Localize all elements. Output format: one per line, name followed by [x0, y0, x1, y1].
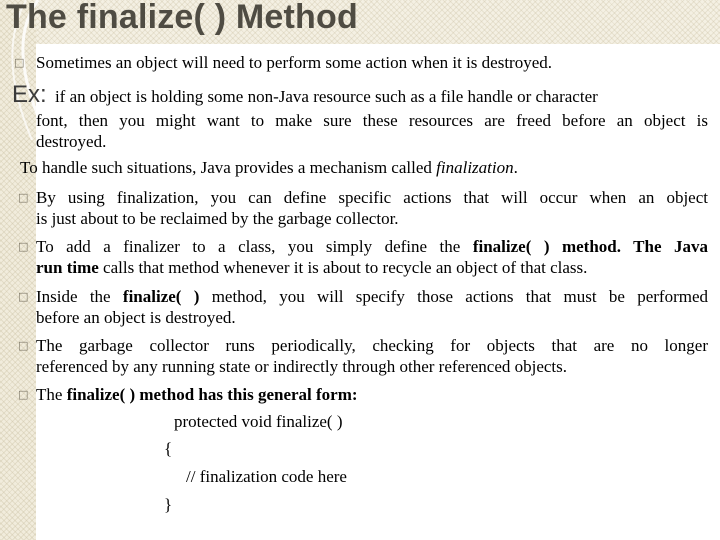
bullet-icon: □ — [18, 240, 29, 253]
bullet-2-bold: finalize( ) method. The Java — [472, 237, 708, 256]
bullet-5-prefix: The — [36, 385, 67, 404]
example-label: Ex: — [12, 81, 47, 108]
bullet-2-line-1 — [36, 236, 708, 257]
bullet-icon: □ — [18, 191, 29, 204]
bullet-3-rest: method, you will specify those actions that must be performed — [199, 287, 709, 306]
example-text-1: if an object is holding some non-Java resource such as a file handle or character — [54, 87, 598, 106]
bullet-2-rest: calls that method whenever it is about to recycle an object of that class. — [98, 258, 588, 277]
bullet-icon: □ — [14, 56, 25, 69]
code-line-signature: protected void finalize( ) — [174, 412, 343, 431]
bullet-icon: □ — [18, 290, 29, 303]
bullet-3-line-1 — [36, 286, 708, 307]
intro-text: Sometimes an object will need to perform some action when it is destroyed. — [36, 53, 553, 72]
bullet-1-line-2: is just about to be reclaimed by the garbage collector. — [36, 209, 399, 228]
bullet-4-line-2: referenced by any running state or indirectly through other referenced objects. — [36, 357, 568, 376]
finalization-term: finalization — [436, 158, 514, 177]
bullet-5-bold: finalize( ) method has this general form: — [66, 385, 358, 404]
code-line-comment: // finalization code here — [186, 467, 347, 486]
example-text-2: font, then you might want to make sure these resources are freed before an object is — [36, 111, 708, 130]
bullet-icon: □ — [18, 388, 29, 401]
example-text-3: destroyed. — [36, 132, 107, 151]
bullet-3-bold: finalize( ) — [122, 287, 200, 306]
bullet-icon: □ — [18, 339, 29, 352]
handle-suffix: . — [513, 158, 518, 177]
bullet-2-line-2 — [36, 257, 587, 278]
code-line-open-brace: { — [164, 439, 173, 458]
code-line-close-brace: } — [164, 495, 173, 514]
bullet-2-prefix: To add a finalizer to a class, you simply define the — [36, 237, 473, 256]
bullet-2-runtime: run time — [36, 258, 99, 277]
handle-prefix: To handle such situations, Java provides a mechanism called — [20, 158, 437, 177]
bullet-5-line — [36, 384, 358, 405]
bullet-3-prefix: Inside the — [36, 287, 123, 306]
bullet-4-line-1: The garbage collector runs periodically, checking for objects that are no longer — [36, 336, 708, 355]
example-line-1 — [12, 81, 598, 108]
bullet-1-line-1: By using finalization, you can define specific actions that will occur when an object — [36, 188, 708, 207]
page-title: The finalize( ) Method — [6, 0, 358, 36]
handle-situations-text — [20, 157, 518, 178]
bullet-3-line-2: before an object is destroyed. — [36, 308, 236, 327]
